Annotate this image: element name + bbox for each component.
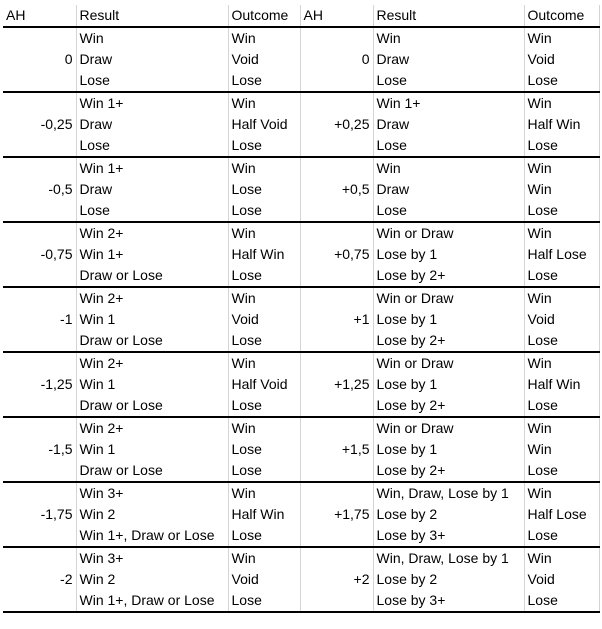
right-result-cell: Lose by 2+	[373, 330, 524, 352]
left-outcome-cell: Lose	[228, 330, 300, 352]
table-body	[3, 5, 599, 612]
left-result-cell: Draw	[76, 114, 228, 135]
left-outcome-cell: Win	[228, 92, 300, 114]
left-outcome-cell: Half Void	[228, 374, 300, 395]
right-outcome-cell: Void	[524, 569, 599, 590]
right-outcome-cell: Win	[524, 92, 599, 114]
table-row	[3, 374, 599, 395]
right-outcome-cell: Lose	[524, 395, 599, 417]
left-ah-cell: -0,5	[3, 179, 76, 200]
left-outcome-cell: Lose	[228, 70, 300, 92]
table-row	[3, 352, 599, 374]
left-ah-cell	[3, 200, 76, 222]
header-result-right: Result	[373, 5, 524, 27]
right-result-cell: Win, Draw, Lose by 1	[373, 482, 524, 504]
right-ah-cell	[300, 27, 373, 49]
left-outcome-cell: Void	[228, 569, 300, 590]
left-ah-cell	[3, 135, 76, 157]
left-ah-cell	[3, 395, 76, 417]
right-result-cell: Win or Draw	[373, 352, 524, 374]
left-result-cell: Draw	[76, 49, 228, 70]
table-row	[3, 504, 599, 525]
asian-handicap-table	[3, 5, 600, 613]
left-ah-cell: -1	[3, 309, 76, 330]
right-outcome-cell: Lose	[524, 200, 599, 222]
left-outcome-cell: Win	[228, 547, 300, 569]
right-outcome-cell: Lose	[524, 460, 599, 482]
table-row	[3, 287, 599, 309]
table-row	[3, 547, 599, 569]
left-result-cell: Win 1	[76, 309, 228, 330]
header-row	[3, 5, 599, 27]
right-result-cell: Win 1+	[373, 92, 524, 114]
right-outcome-cell: Lose	[524, 265, 599, 287]
left-ah-cell	[3, 590, 76, 612]
table-row	[3, 244, 599, 265]
left-outcome-cell: Win	[228, 287, 300, 309]
right-ah-cell: +0,5	[300, 179, 373, 200]
left-ah-cell	[3, 330, 76, 352]
right-ah-cell	[300, 157, 373, 179]
left-outcome-cell: Win	[228, 482, 300, 504]
left-result-cell: Draw or Lose	[76, 395, 228, 417]
left-result-cell: Win 1+, Draw or Lose	[76, 590, 228, 612]
table-row	[3, 525, 599, 547]
right-result-cell: Lose by 3+	[373, 525, 524, 547]
right-ah-cell	[300, 222, 373, 244]
table-row	[3, 49, 599, 70]
table-row	[3, 590, 599, 612]
right-ah-cell	[300, 330, 373, 352]
left-outcome-cell: Win	[228, 157, 300, 179]
table-row	[3, 460, 599, 482]
asian-handicap-table-container	[3, 5, 600, 613]
left-ah-cell	[3, 222, 76, 244]
table-row	[3, 395, 599, 417]
left-result-cell: Draw or Lose	[76, 330, 228, 352]
left-outcome-cell: Lose	[228, 395, 300, 417]
left-ah-cell	[3, 352, 76, 374]
right-outcome-cell: Void	[524, 49, 599, 70]
left-outcome-cell: Win	[228, 222, 300, 244]
left-ah-cell	[3, 265, 76, 287]
left-result-cell: Win 2+	[76, 222, 228, 244]
left-outcome-cell: Lose	[228, 179, 300, 200]
left-outcome-cell: Void	[228, 49, 300, 70]
left-ah-cell	[3, 482, 76, 504]
right-ah-cell: +1,75	[300, 504, 373, 525]
right-ah-cell: +1	[300, 309, 373, 330]
right-ah-cell: +2	[300, 569, 373, 590]
right-outcome-cell: Win	[524, 222, 599, 244]
right-result-cell: Win or Draw	[373, 222, 524, 244]
left-result-cell: Win 2+	[76, 287, 228, 309]
left-result-cell: Lose	[76, 200, 228, 222]
left-result-cell: Win 1+	[76, 92, 228, 114]
left-ah-cell	[3, 70, 76, 92]
left-result-cell: Win 1+	[76, 157, 228, 179]
left-outcome-cell: Win	[228, 27, 300, 49]
table-row	[3, 439, 599, 460]
table-row	[3, 417, 599, 439]
right-outcome-cell: Half Win	[524, 114, 599, 135]
left-outcome-cell: Half Void	[228, 114, 300, 135]
right-result-cell: Draw	[373, 179, 524, 200]
right-outcome-cell: Win	[524, 287, 599, 309]
table-row	[3, 114, 599, 135]
left-ah-cell: -2	[3, 569, 76, 590]
left-outcome-cell: Half Win	[228, 244, 300, 265]
right-ah-cell	[300, 352, 373, 374]
table-row	[3, 70, 599, 92]
right-ah-cell: +1,25	[300, 374, 373, 395]
right-result-cell: Lose	[373, 200, 524, 222]
right-ah-cell	[300, 265, 373, 287]
left-ah-cell	[3, 417, 76, 439]
left-outcome-cell: Half Win	[228, 504, 300, 525]
header-ah-left: AH	[3, 5, 76, 27]
left-result-cell: Win 1+, Draw or Lose	[76, 525, 228, 547]
left-outcome-cell: Win	[228, 352, 300, 374]
table-row	[3, 330, 599, 352]
left-outcome-cell: Lose	[228, 439, 300, 460]
right-outcome-cell: Lose	[524, 525, 599, 547]
left-ah-cell: -1,75	[3, 504, 76, 525]
right-outcome-cell: Win	[524, 439, 599, 460]
header-outcome-left: Outcome	[228, 5, 300, 27]
left-outcome-cell: Win	[228, 417, 300, 439]
right-outcome-cell: Win	[524, 482, 599, 504]
table-row	[3, 200, 599, 222]
left-ah-cell	[3, 525, 76, 547]
right-ah-cell	[300, 525, 373, 547]
right-outcome-cell: Lose	[524, 330, 599, 352]
table-row	[3, 179, 599, 200]
table-row	[3, 135, 599, 157]
left-ah-cell	[3, 92, 76, 114]
right-result-cell: Win	[373, 157, 524, 179]
right-result-cell: Draw	[373, 49, 524, 70]
left-result-cell: Win 2	[76, 569, 228, 590]
left-outcome-cell: Void	[228, 309, 300, 330]
right-result-cell: Win or Draw	[373, 417, 524, 439]
right-outcome-cell: Lose	[524, 70, 599, 92]
left-ah-cell	[3, 287, 76, 309]
left-result-cell: Draw	[76, 179, 228, 200]
left-ah-cell: -1,5	[3, 439, 76, 460]
left-result-cell: Win 3+	[76, 482, 228, 504]
right-outcome-cell: Win	[524, 27, 599, 49]
right-outcome-cell: Win	[524, 352, 599, 374]
left-result-cell: Lose	[76, 70, 228, 92]
right-ah-cell	[300, 590, 373, 612]
right-ah-cell	[300, 395, 373, 417]
right-ah-cell: +0,25	[300, 114, 373, 135]
table-row	[3, 265, 599, 287]
right-outcome-cell: Lose	[524, 135, 599, 157]
left-result-cell: Lose	[76, 135, 228, 157]
right-outcome-cell: Lose	[524, 590, 599, 612]
right-result-cell: Lose by 1	[373, 374, 524, 395]
right-result-cell: Win, Draw, Lose by 1	[373, 547, 524, 569]
left-result-cell: Win 2+	[76, 417, 228, 439]
right-result-cell: Lose	[373, 135, 524, 157]
right-ah-cell	[300, 70, 373, 92]
left-result-cell: Win 2	[76, 504, 228, 525]
table-row	[3, 27, 599, 49]
right-result-cell: Win or Draw	[373, 287, 524, 309]
right-outcome-cell: Win	[524, 157, 599, 179]
right-ah-cell: +0,75	[300, 244, 373, 265]
left-result-cell: Win 1	[76, 439, 228, 460]
right-ah-cell	[300, 417, 373, 439]
right-result-cell: Lose by 2+	[373, 395, 524, 417]
table-row	[3, 482, 599, 504]
left-result-cell: Win 3+	[76, 547, 228, 569]
header-ah-right: AH	[300, 5, 373, 27]
table-row	[3, 222, 599, 244]
left-outcome-cell: Lose	[228, 200, 300, 222]
table-row	[3, 569, 599, 590]
table-row	[3, 92, 599, 114]
right-result-cell: Lose by 2	[373, 504, 524, 525]
left-outcome-cell: Lose	[228, 460, 300, 482]
right-outcome-cell: Win	[524, 179, 599, 200]
left-ah-cell	[3, 27, 76, 49]
right-result-cell: Lose	[373, 70, 524, 92]
left-ah-cell	[3, 460, 76, 482]
right-outcome-cell: Half Lose	[524, 244, 599, 265]
right-result-cell: Lose by 1	[373, 439, 524, 460]
right-ah-cell: 0	[300, 49, 373, 70]
right-outcome-cell: Win	[524, 417, 599, 439]
left-ah-cell	[3, 547, 76, 569]
table-row	[3, 309, 599, 330]
left-result-cell: Win	[76, 27, 228, 49]
right-outcome-cell: Half Win	[524, 374, 599, 395]
left-result-cell: Draw or Lose	[76, 460, 228, 482]
right-result-cell: Draw	[373, 114, 524, 135]
left-result-cell: Draw or Lose	[76, 265, 228, 287]
left-outcome-cell: Lose	[228, 525, 300, 547]
left-outcome-cell: Lose	[228, 590, 300, 612]
right-ah-cell	[300, 200, 373, 222]
left-result-cell: Win 2+	[76, 352, 228, 374]
right-ah-cell	[300, 287, 373, 309]
right-ah-cell	[300, 92, 373, 114]
left-ah-cell: -1,25	[3, 374, 76, 395]
right-ah-cell	[300, 460, 373, 482]
right-result-cell: Win	[373, 27, 524, 49]
right-result-cell: Lose by 1	[373, 309, 524, 330]
right-ah-cell	[300, 547, 373, 569]
left-result-cell: Win 1	[76, 374, 228, 395]
right-result-cell: Lose by 2	[373, 569, 524, 590]
left-ah-cell: -0,75	[3, 244, 76, 265]
left-result-cell: Win 1+	[76, 244, 228, 265]
right-outcome-cell: Void	[524, 309, 599, 330]
right-result-cell: Lose by 2+	[373, 460, 524, 482]
right-ah-cell: +1,5	[300, 439, 373, 460]
right-ah-cell	[300, 482, 373, 504]
right-outcome-cell: Win	[524, 547, 599, 569]
right-result-cell: Lose by 3+	[373, 590, 524, 612]
right-outcome-cell: Half Lose	[524, 504, 599, 525]
left-outcome-cell: Lose	[228, 135, 300, 157]
left-outcome-cell: Lose	[228, 265, 300, 287]
table-row	[3, 157, 599, 179]
right-ah-cell	[300, 135, 373, 157]
left-ah-cell: 0	[3, 49, 76, 70]
header-outcome-right: Outcome	[524, 5, 599, 27]
right-result-cell: Lose by 1	[373, 244, 524, 265]
header-result-left: Result	[76, 5, 228, 27]
left-ah-cell	[3, 157, 76, 179]
right-result-cell: Lose by 2+	[373, 265, 524, 287]
left-ah-cell: -0,25	[3, 114, 76, 135]
